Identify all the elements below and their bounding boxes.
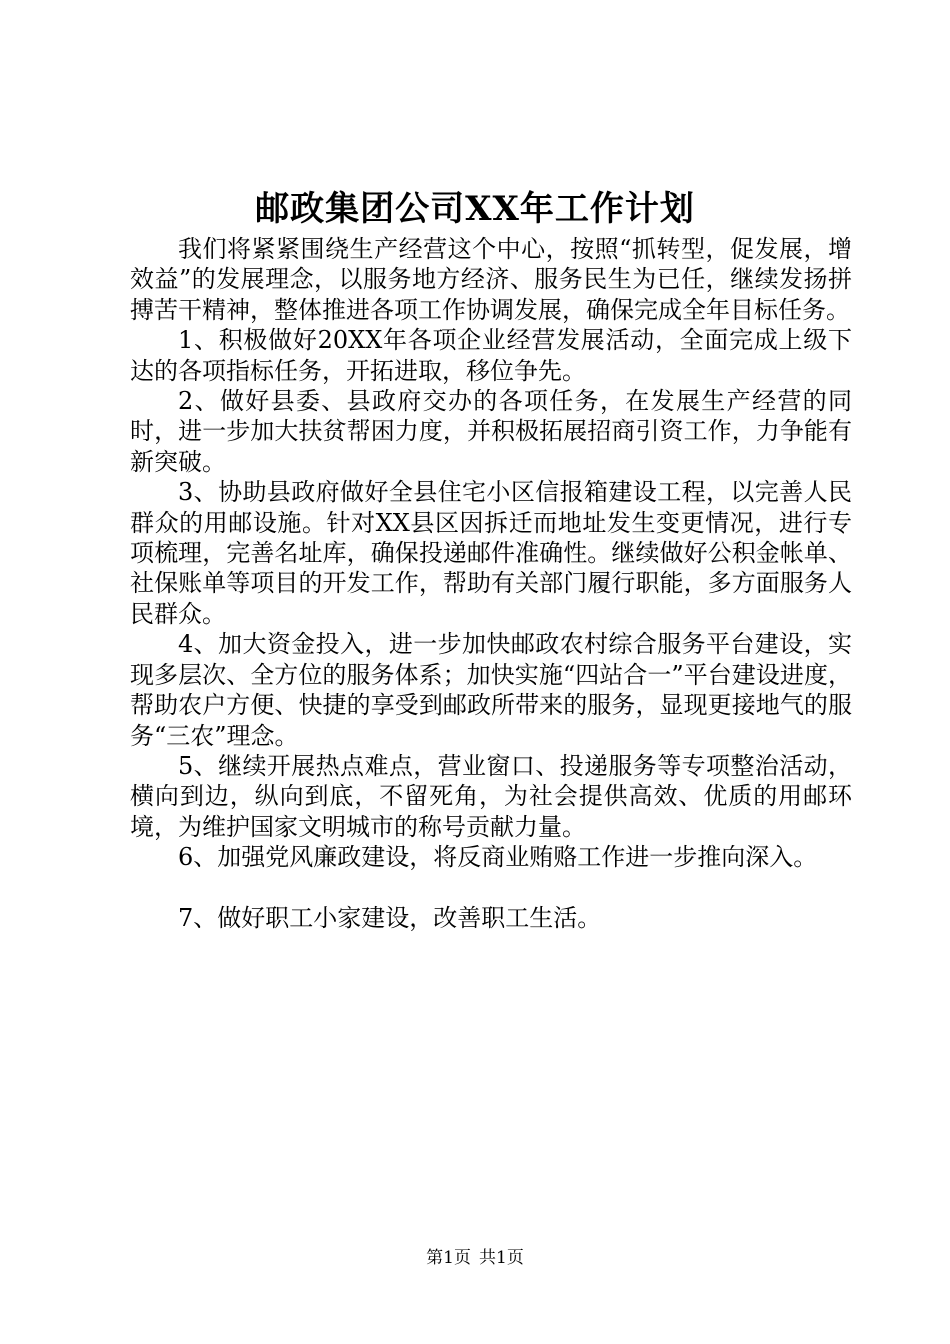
page-footer — [0, 1246, 950, 1270]
page-number-current: 第1页 — [426, 1248, 471, 1268]
document-body — [130, 234, 852, 933]
plan-item-3: 3、协助县政府做好全县住宅小区信报箱建设工程，以完善人民群众的用邮设施。针对XX县区因拆迁而地址发生变更情况，进行专项梳理，完善名址库，确保投递邮件准确性。继续做好公积金帐单、社保账单等项目的开发工作，帮助有关部门履行职能，多方面服务人民群众。 — [130, 478, 852, 628]
page-number-total: 共1页 — [479, 1248, 524, 1268]
intro-paragraph: 我们将紧紧围绕生产经营这个中心，按照“抓转型，促发展，增效益”的发展理念，以服务地方经济、服务民生为已任，继续发扬拼搏苦干精神，整体推进各项工作协调发展，确保完成全年目标任务。 — [130, 235, 852, 324]
plan-item-4: 4、加大资金投入，进一步加快邮政农村综合服务平台建设，实现多层次、全方位的服务体系；加快实施“四站合一”平台建设进度，帮助农户方便、快捷的享受到邮政所带来的服务，显现更接地气的服务“三农”理念。 — [130, 630, 852, 750]
document-title: 邮政集团公司XX年工作计划 — [255, 189, 695, 229]
plan-item-6: 6、加强党风廉政建设，将反商业贿赂工作进一步推向深入。 — [178, 843, 818, 872]
plan-item-2: 2、做好县委、县政府交办的各项任务，在发展生产经营的同时，进一步加大扶贫帮困力度，并积极拓展招商引资工作，力争能有新突破。 — [130, 387, 852, 476]
plan-item-5: 5、继续开展热点难点，营业窗口、投递服务等专项整治活动，横向到边，纵向到底，不留死角，为社会提供高效、优质的用邮环境，为维护国家文明城市的称号贡献力量。 — [130, 751, 852, 841]
plan-item-7: 7、做好职工小家建设，改善职工生活。 — [178, 903, 602, 932]
plan-item-1: 1、积极做好20XX年各项企业经营发展活动，全面完成上级下达的各项指标任务，开拓进取，移位争先。 — [130, 326, 852, 385]
